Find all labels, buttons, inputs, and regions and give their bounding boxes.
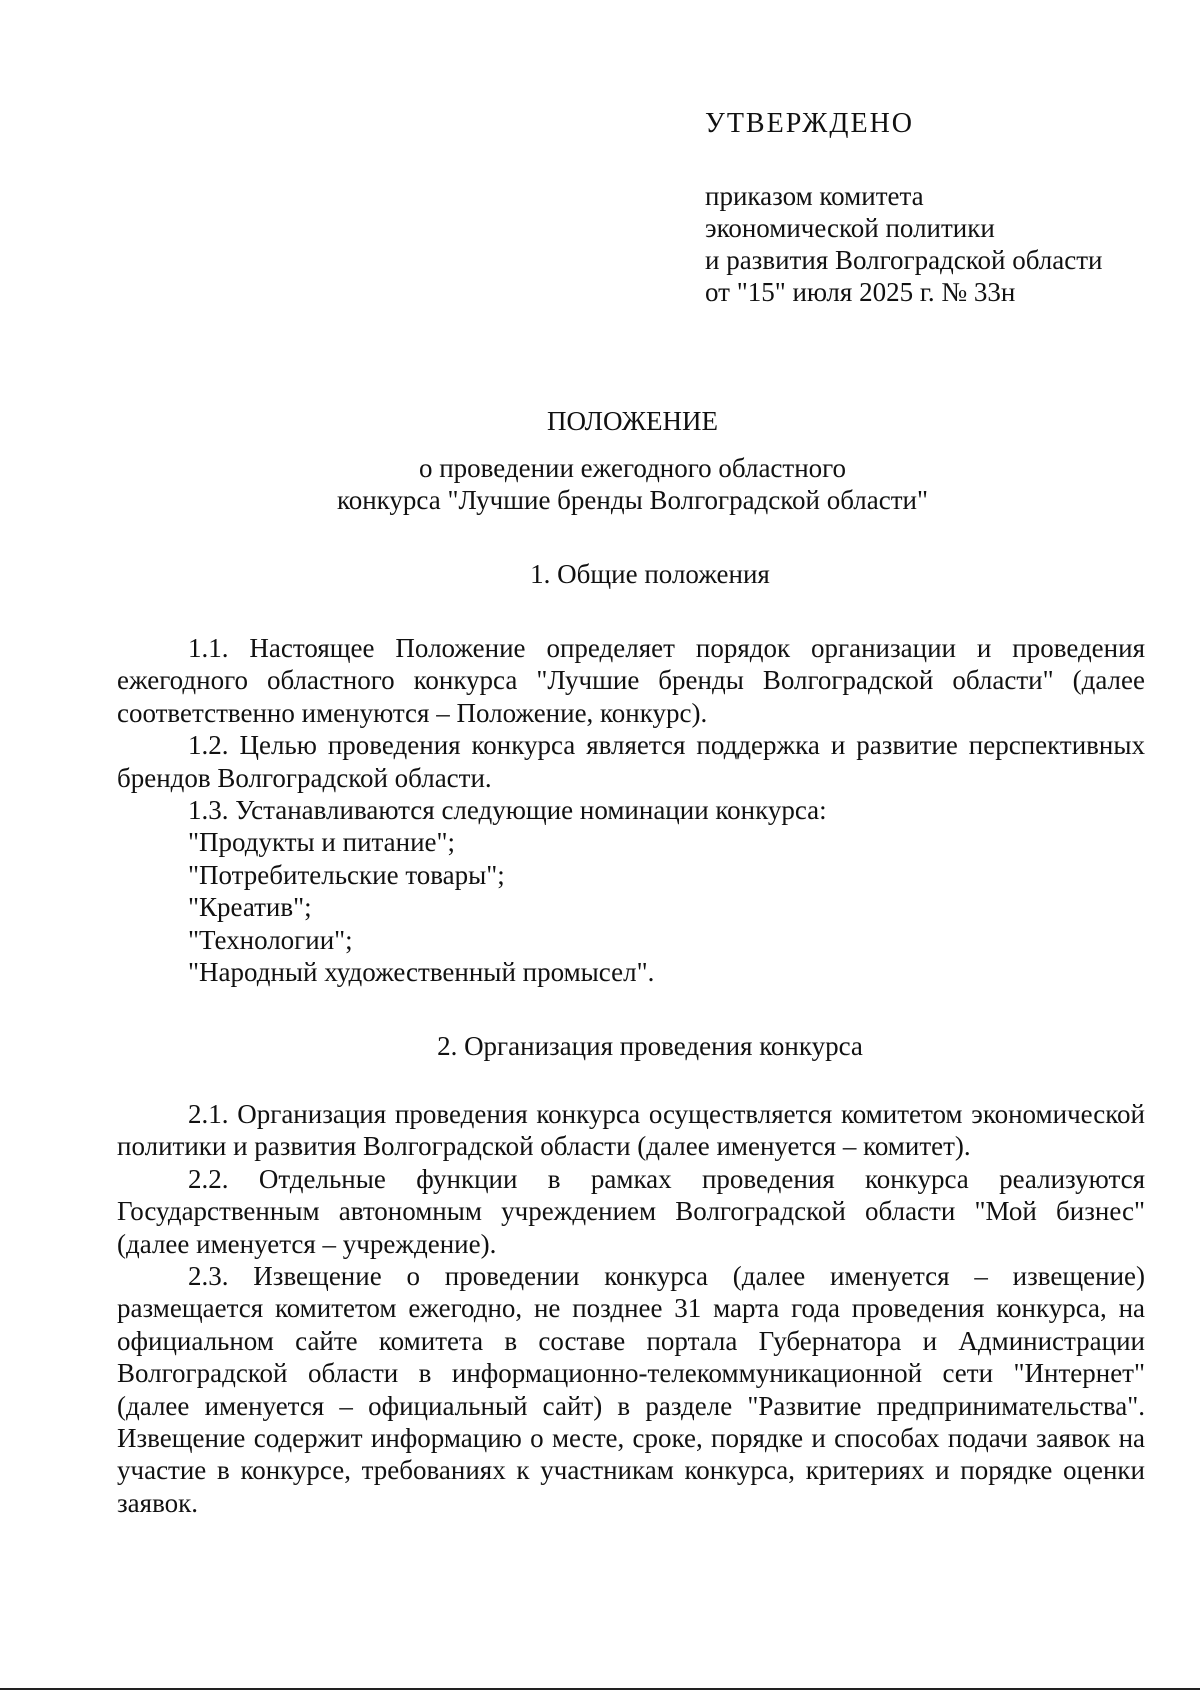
paragraph-1-2: 1.2. Целью проведения конкурса является поддержка и развитие перспективных брендов Волгоградской области. bbox=[117, 730, 1145, 793]
nomination-item: "Потребительские товары"; bbox=[188, 859, 505, 890]
order-line: от "15" июля 2025 г. № 33н bbox=[705, 277, 1016, 307]
order-line: экономической политики bbox=[705, 213, 995, 243]
section-2-body bbox=[117, 1098, 1145, 1519]
order-line: и развития Волгоградской области bbox=[705, 245, 1103, 275]
nomination-item: "Продукты и питание"; bbox=[188, 827, 456, 858]
section-1-body bbox=[117, 632, 1145, 988]
paragraph-1-1: 1.1. Настоящее Положение определяет порядок организации и проведения ежегодного областного конкурса "Лучшие бренды Волгоградской области" (далее соответственно именуются – Положение, конкурс). bbox=[117, 633, 1145, 728]
paragraph-2-1: 2.1. Организация проведения конкурса осуществляется комитетом экономической политики и развития Волгоградской области (далее именуется – комитет). bbox=[117, 1099, 1145, 1162]
document-subtitle-line-1: о проведении ежегодного областного bbox=[418, 453, 847, 483]
approval-order-block bbox=[705, 180, 1102, 308]
page-bottom-edge-line bbox=[0, 1688, 1200, 1690]
nomination-item: "Креатив"; bbox=[188, 892, 312, 923]
paragraph-1-3: 1.3. Устанавливаются следующие номинации конкурса: bbox=[188, 795, 827, 826]
approval-stamp-title: УТВЕРЖДЕНО bbox=[705, 108, 915, 139]
nomination-item: "Технологии"; bbox=[188, 924, 353, 955]
document-title: ПОЛОЖЕНИЕ bbox=[547, 406, 718, 436]
paragraph-2-2: 2.2. Отдельные функции в рамках проведения конкурса реализуются Государственным автономным учреждением Волгоградской области "Мой бизнес" (далее именуется – учреждение). bbox=[117, 1163, 1145, 1259]
nomination-item: "Народный художественный промысел". bbox=[188, 957, 655, 988]
order-line: приказом комитета bbox=[705, 181, 924, 211]
document-subtitle-line-2: конкурса "Лучшие бренды Волгоградской области" bbox=[336, 485, 929, 515]
paragraph-2-3: 2.3. Извещение о проведении конкурса (далее именуется – извещение) размещается комитетом ежегодно, не позднее 31 марта года проведения конкурса, на официальном сайте комитета в составе портала Губернатора и Администрации Волгоградской области в информационно-телекоммуникационной сети "Интернет" (далее именуется – официальный сайт) в разделе "Развитие предпринимательства". Извещение содержит информацию о месте, сроке, порядке и способах подачи заявок на участие в конкурсе, требованиях к участникам конкурса, критериях и порядке оценки заявок. bbox=[117, 1261, 1145, 1518]
section-1-heading: 1. Общие положения bbox=[530, 559, 770, 589]
section-2-heading: 2. Организация проведения конкурса bbox=[437, 1031, 863, 1061]
